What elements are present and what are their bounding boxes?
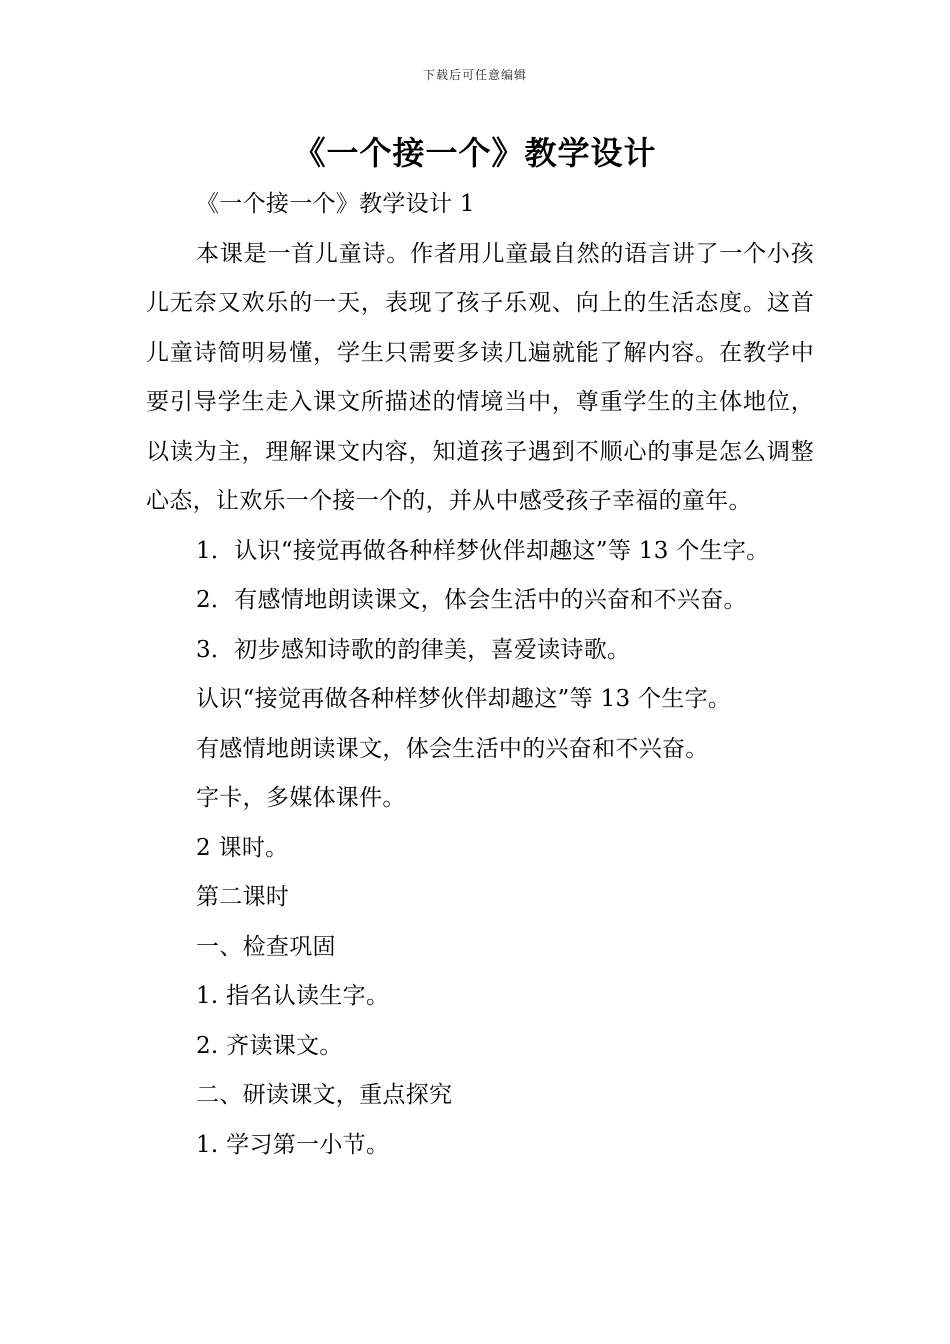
class-hours: 2 课时。	[196, 834, 289, 861]
objective-3: 3．初步感知诗歌的韵律美，喜爱读诗歌。	[196, 636, 631, 663]
document-body	[146, 180, 814, 1170]
intro-paragraph: 本课是一首儿童诗。作者用儿童最自然的语言讲了一个小孩儿无奈又欢乐的一天，表现了孩子乐观、向上的生活态度。这首儿童诗简明易懂，学生只需要多读几遍就能了解内容。在教学中要引导学生走入课文所描述的情境当中，尊重学生的主体地位，以读为主，理解课文内容，知道孩子遇到不顺心的事是怎么调整心态，让欢乐一个接一个的，并从中感受孩子幸福的童年。	[146, 240, 814, 514]
step-heading-study: 二、研读课文，重点探究	[196, 1082, 453, 1108]
teaching-materials: 字卡，多媒体课件。	[196, 785, 406, 811]
list-item: 1. 学习第一小节。	[196, 1131, 390, 1158]
objective-1: 1．认识“接觉再做各种样梦伙伴却趣这”等 13 个生字。	[196, 537, 770, 564]
list-item: 1. 指名认读生字。	[196, 983, 390, 1009]
section-heading-second-lesson: 第二课时	[196, 884, 290, 910]
page-header-note: 下载后可任意编辑	[422, 68, 527, 82]
difficult-point: 有感情地朗读课文，体会生活中的兴奋和不兴奋。	[196, 735, 709, 762]
document-title: 《一个接一个》教学设计	[293, 134, 657, 172]
document-subtitle: 《一个接一个》教学设计 1	[196, 191, 475, 217]
key-point: 认识“接觉再做各种样梦伙伴却趣这”等 13 个生字。	[196, 686, 732, 712]
step-heading-review: 一、检查巩固	[196, 933, 336, 960]
objective-2: 2．有感情地朗读课文，体会生活中的兴奋和不兴奋。	[196, 587, 747, 613]
list-item: 2. 齐读课文。	[196, 1032, 343, 1059]
